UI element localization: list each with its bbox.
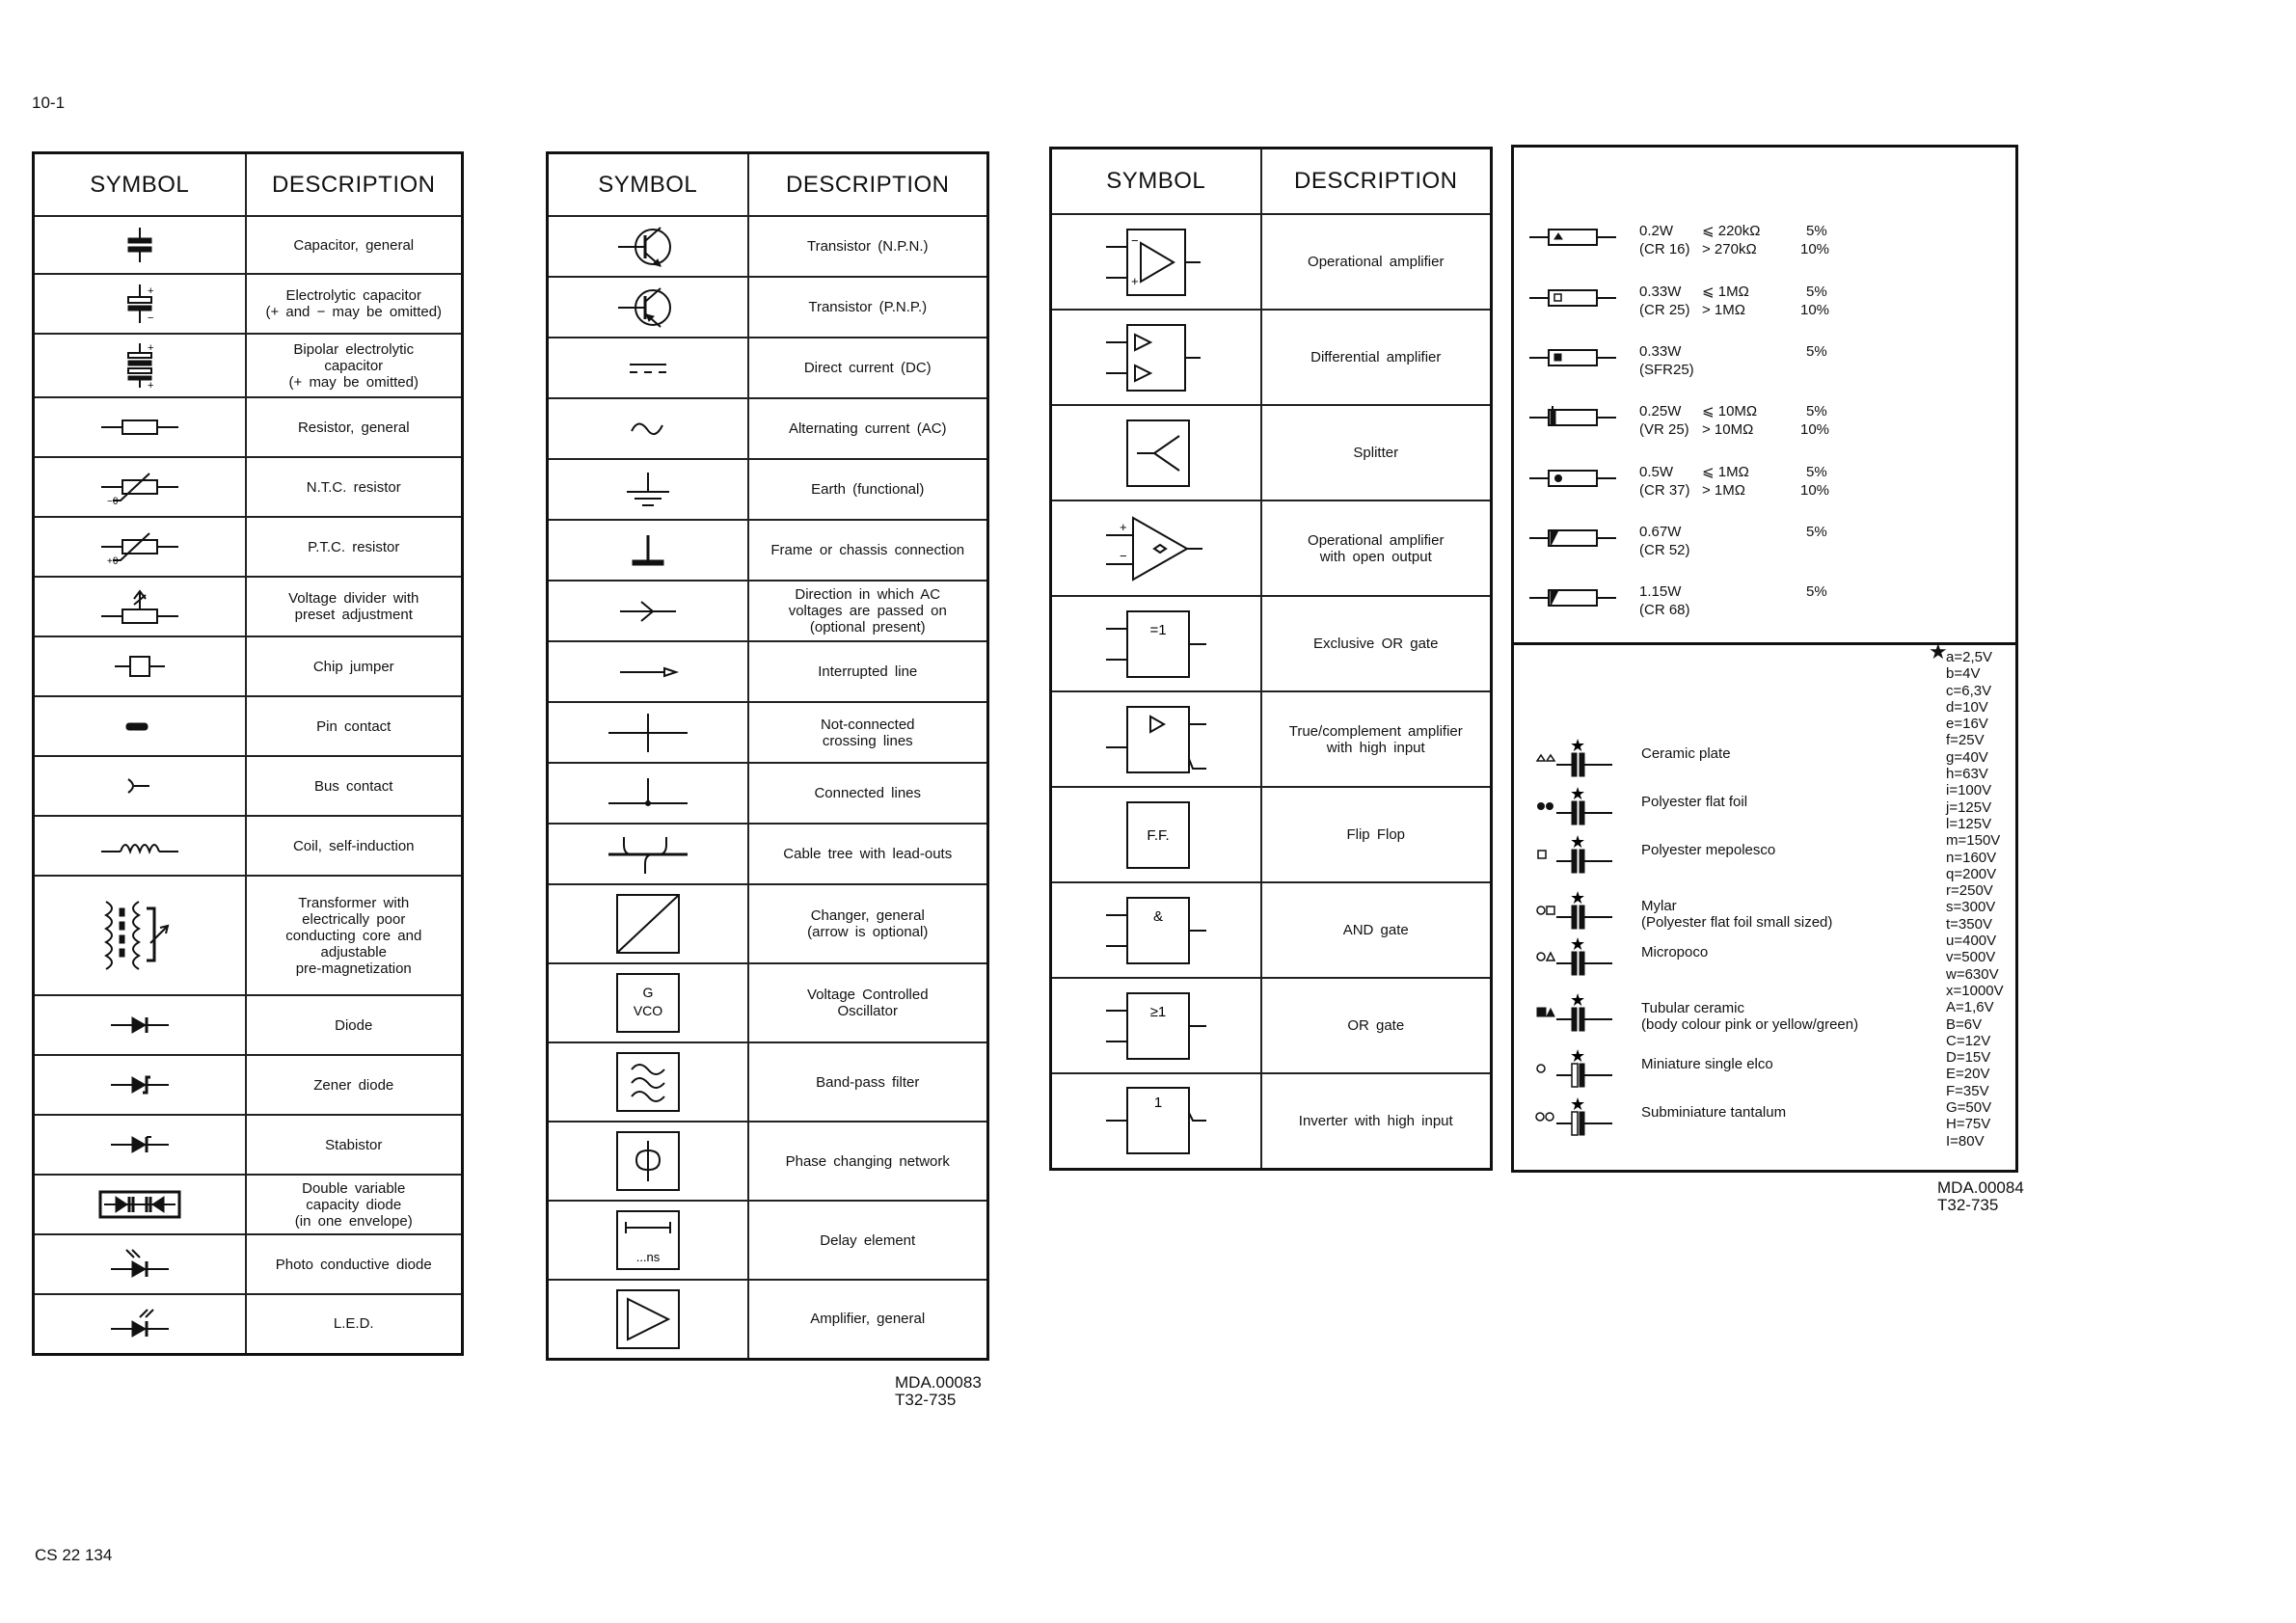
voltage-code: r=250V: [1946, 882, 1993, 900]
description-cell: Bus contact: [246, 756, 463, 816]
gate-label: =1: [1149, 621, 1167, 638]
resistor-row: [1514, 521, 1919, 559]
double-capacity-diode-icon: [96, 1189, 183, 1220]
description-cell: Coil, self-induction: [246, 816, 463, 876]
description-cell: Chip jumper: [246, 636, 463, 696]
type-code: (CR 37): [1639, 482, 1690, 499]
star-icon: ★: [1570, 736, 1586, 755]
op-amp-open-output-icon: [1098, 510, 1214, 587]
tolerance: 5%: [1806, 464, 1827, 480]
resistance-range: ⩽ 1MΩ: [1702, 464, 1749, 480]
description-cell: Transistor (N.P.N.): [748, 216, 988, 277]
op-amp-icon: [1098, 224, 1214, 301]
resistance-range: ⩽ 220kΩ: [1702, 223, 1761, 239]
splitter-icon: [1098, 415, 1214, 492]
or-gate-icon: [1098, 987, 1214, 1065]
svg-text:+: +: [147, 342, 154, 354]
resistor-icon: [101, 416, 178, 439]
symbol-table-logic: [1049, 147, 1493, 1171]
voltage-code: x=1000V: [1946, 982, 2004, 999]
capacitor-row: [1514, 786, 1919, 825]
capacitor-row: [1514, 1048, 1919, 1087]
capacitor-label: Miniature single elco: [1641, 1056, 1773, 1072]
description-cell: Frame or chassis connection: [748, 520, 988, 581]
description-cell: Direction in which AC voltages are passed on (optional present): [748, 581, 988, 641]
voltage-code: e=16V: [1946, 716, 1988, 733]
capacitor-row: [1514, 1096, 1919, 1135]
plus-input-label: +: [1130, 273, 1139, 288]
interrupted-line-icon: [614, 663, 682, 682]
description-cell: Electrolytic capacitor (+ and − may be omitted): [246, 274, 463, 334]
description-cell: Splitter: [1261, 405, 1492, 500]
crossing-lines-icon: [605, 712, 691, 754]
capacitor-label: Micropoco: [1641, 944, 1709, 960]
tolerance: 5%: [1806, 223, 1827, 239]
star-icon: ★: [1570, 1095, 1586, 1114]
tolerance: 5%: [1806, 524, 1827, 540]
description-cell: Amplifier, general: [748, 1280, 988, 1359]
miniature-elco-icon: [1529, 1046, 1635, 1091]
coil-icon: [101, 834, 178, 857]
description-cell: Voltage Controlled Oscillator: [748, 963, 988, 1042]
reference-right-2: T32-735: [1937, 1196, 1999, 1214]
description-cell: Operational amplifier: [1261, 214, 1492, 310]
description-cell: Operational amplifier with open output: [1261, 500, 1492, 596]
description-cell: Earth (functional): [748, 459, 988, 520]
capacitor-general-icon: [111, 226, 169, 264]
power-rating: 0.25W: [1639, 403, 1682, 419]
capacitor-label: Mylar (Polyester flat foil small sized): [1641, 898, 1833, 931]
symbol-header: SYMBOL: [1051, 149, 1261, 215]
voltage-code: u=400V: [1946, 933, 1997, 950]
resistor-icon: [1529, 465, 1616, 492]
inverter-icon: [1098, 1082, 1214, 1159]
description-cell: AND gate: [1261, 882, 1492, 978]
component-codes-panel: [1511, 145, 2018, 1173]
star-icon: ★: [1570, 888, 1586, 907]
description-cell: OR gate: [1261, 978, 1492, 1073]
page-number: 10-1: [32, 94, 66, 112]
power-rating: 0.67W: [1639, 524, 1682, 540]
voltage-code: w=630V: [1946, 965, 1999, 983]
type-code: (VR 25): [1639, 421, 1689, 438]
star-icon: ★: [1570, 1046, 1586, 1066]
svg-text:+: +: [147, 285, 154, 297]
led-icon: [111, 1308, 169, 1340]
tolerance: 5%: [1806, 583, 1827, 600]
gate-label: &: [1152, 907, 1163, 925]
resistor-row: [1514, 581, 1919, 619]
delay-label: ...ns: [635, 1250, 661, 1264]
description-cell: Voltage divider with preset adjustment: [246, 577, 463, 636]
voltage-code: j=125V: [1946, 798, 1992, 816]
changer-icon: [614, 892, 682, 956]
voltage-code: i=100V: [1946, 782, 1992, 799]
electrolytic-capacitor-icon: [111, 283, 169, 325]
resistance-range: > 10MΩ: [1702, 421, 1754, 438]
capacitor-label: Polyester mepolesco: [1641, 842, 1776, 858]
ntc-resistor-icon: [101, 468, 178, 506]
power-rating: 0.2W: [1639, 223, 1674, 239]
symbol-table-general: [546, 151, 989, 1361]
description-cell: Not-connected crossing lines: [748, 702, 988, 763]
resistor-icon: [1529, 224, 1616, 251]
tolerance: 10%: [1800, 302, 1830, 318]
resistance-range: > 270kΩ: [1702, 241, 1757, 257]
photo-diode-icon: [111, 1248, 169, 1281]
voltage-code: F=35V: [1946, 1082, 1989, 1099]
capacitor-row: [1514, 992, 1919, 1031]
xor-gate-icon: [1098, 606, 1214, 683]
pnp-transistor-icon: [614, 284, 682, 331]
voltage-code: H=75V: [1946, 1116, 1991, 1133]
description-cell: Alternating current (AC): [748, 398, 988, 459]
voltage-code: g=40V: [1946, 748, 1988, 766]
star-icon: ★: [1570, 784, 1586, 803]
resistor-icon: [1529, 404, 1616, 431]
type-code: (CR 16): [1639, 241, 1690, 257]
pin-contact-icon: [121, 717, 159, 736]
tubular-ceramic-icon: [1529, 990, 1635, 1035]
description-cell: Connected lines: [748, 763, 988, 824]
description-cell: Changer, general (arrow is optional): [748, 884, 988, 963]
true-complement-amp-icon: [1098, 701, 1214, 778]
voltage-code: C=12V: [1946, 1032, 1991, 1049]
tolerance: 10%: [1800, 482, 1830, 499]
tolerance: 10%: [1800, 421, 1830, 438]
voltage-code: v=500V: [1946, 949, 1996, 966]
voltage-code: q=200V: [1946, 865, 1997, 882]
description-cell: Exclusive OR gate: [1261, 596, 1492, 691]
minus-input-label: −: [1119, 548, 1127, 563]
reference-right-1: MDA.00084: [1937, 1178, 2024, 1197]
vco-icon: [614, 971, 682, 1035]
tolerance: 5%: [1806, 284, 1827, 300]
description-cell: Transformer with electrically poor conducting core and adjustable pre-magnetization: [246, 876, 463, 995]
description-cell: Delay element: [748, 1201, 988, 1280]
svg-text:−: −: [147, 312, 154, 324]
connected-lines-icon: [605, 774, 691, 813]
resistor-row: [1514, 340, 1919, 379]
voltage-code: s=300V: [1946, 899, 1996, 916]
description-cell: Transistor (P.N.P.): [748, 277, 988, 338]
voltage-code: E=20V: [1946, 1066, 1990, 1083]
svg-text:+θ: +θ: [106, 556, 119, 567]
bus-contact-icon: [121, 774, 159, 798]
gate-label: 1: [1153, 1095, 1162, 1112]
ptc-resistor-icon: [101, 527, 178, 566]
resistor-icon: [1529, 525, 1616, 552]
description-cell: Diode: [246, 995, 463, 1055]
plus-input-label: +: [1119, 519, 1127, 534]
zener-diode-icon: [111, 1073, 169, 1096]
description-cell: Interrupted line: [748, 641, 988, 702]
power-rating: 0.33W: [1639, 284, 1682, 300]
voltage-code: b=4V: [1946, 665, 1981, 683]
tolerance: 10%: [1800, 241, 1830, 257]
voltage-divider-icon: [101, 585, 178, 628]
cable-tree-icon: [605, 833, 691, 876]
npn-transistor-icon: [614, 224, 682, 270]
chassis-icon: [619, 531, 677, 570]
capacitor-label: Polyester flat foil: [1641, 794, 1748, 810]
resistor-icon: [1529, 344, 1616, 371]
flip-flop-icon: [1098, 797, 1214, 874]
differential-amplifier-icon: [1098, 319, 1214, 396]
symbol-table-passive: [32, 151, 464, 1356]
type-code: (CR 52): [1639, 542, 1690, 558]
description-cell: Bipolar electrolytic capacitor (+ may be omitted): [246, 334, 463, 397]
star-icon: ★: [1570, 934, 1586, 954]
polyester-flat-foil-icon: [1529, 784, 1635, 828]
delay-element-icon: [614, 1208, 682, 1272]
description-cell: Direct current (DC): [748, 338, 988, 398]
resistance-range: > 1MΩ: [1702, 482, 1745, 499]
voltage-code: A=1,6V: [1946, 999, 1994, 1016]
tolerance: 5%: [1806, 343, 1827, 360]
voltage-code: l=125V: [1946, 815, 1992, 832]
voltage-code: d=10V: [1946, 698, 1988, 716]
svg-text:−θ: −θ: [106, 497, 119, 507]
flip-flop-label: F.F.: [1147, 826, 1170, 844]
description-cell: Resistor, general: [246, 397, 463, 457]
power-rating: 1.15W: [1639, 583, 1682, 600]
ceramic-plate-icon: [1529, 736, 1635, 780]
description-cell: N.T.C. resistor: [246, 457, 463, 517]
power-rating: 0.5W: [1639, 464, 1674, 480]
capacitor-row: [1514, 834, 1919, 873]
amplifier-icon: [614, 1287, 682, 1351]
description-cell: Phase changing network: [748, 1122, 988, 1201]
voltage-code: I=80V: [1946, 1132, 1985, 1150]
description-cell: Double variable capacity diode (in one envelope): [246, 1175, 463, 1234]
resistor-row: [1514, 400, 1919, 439]
description-cell: Flip Flop: [1261, 787, 1492, 882]
description-header: DESCRIPTION: [748, 153, 988, 217]
star-icon: ★: [1570, 990, 1586, 1010]
voltage-code: c=6,3V: [1946, 682, 1992, 699]
resistance-range: ⩽ 1MΩ: [1702, 284, 1749, 300]
voltage-code: a=2,5V: [1946, 649, 1992, 665]
resistance-range: > 1MΩ: [1702, 302, 1745, 318]
description-cell: Photo conductive diode: [246, 1234, 463, 1294]
gate-label: ≥1: [1149, 1003, 1167, 1020]
reference-mid-1: MDA.00083: [895, 1373, 982, 1392]
phase-network-icon: [614, 1129, 682, 1193]
minus-input-label: −: [1130, 232, 1139, 248]
resistor-row: [1514, 220, 1919, 258]
type-code: (SFR25): [1639, 362, 1694, 378]
stabistor-icon: [111, 1133, 169, 1156]
diode-icon: [111, 1014, 169, 1037]
direction-arrow-icon: [614, 598, 682, 625]
star-icon: ★: [1929, 639, 1948, 663]
description-cell: Pin contact: [246, 696, 463, 756]
resistance-range: ⩽ 10MΩ: [1702, 403, 1758, 419]
band-pass-filter-icon: [614, 1050, 682, 1114]
subminiature-tantalum-icon: [1529, 1095, 1635, 1139]
bipolar-electrolytic-capacitor-icon: [111, 341, 169, 390]
description-cell: Differential amplifier: [1261, 310, 1492, 405]
transformer-icon: [96, 897, 183, 974]
earth-icon: [619, 471, 677, 509]
resistor-row: [1514, 461, 1919, 500]
description-cell: L.E.D.: [246, 1294, 463, 1354]
chip-jumper-icon: [111, 652, 169, 681]
vco-label: VCO: [633, 1003, 662, 1018]
tolerance: 5%: [1806, 403, 1827, 419]
voltage-code: G=50V: [1946, 1099, 1992, 1117]
voltage-code: t=350V: [1946, 915, 1992, 933]
dc-icon: [624, 359, 672, 378]
reference-mid-2: T32-735: [895, 1391, 957, 1409]
document-code: CS 22 134: [35, 1546, 113, 1564]
description-cell: Inverter with high input: [1261, 1073, 1492, 1169]
description-cell: Band-pass filter: [748, 1042, 988, 1122]
description-cell: Capacitor, general: [246, 216, 463, 274]
resistor-icon: [1529, 584, 1616, 611]
symbol-header: SYMBOL: [34, 153, 246, 217]
type-code: (CR 25): [1639, 302, 1690, 318]
resistor-icon: [1529, 284, 1616, 311]
resistor-row: [1514, 281, 1919, 319]
voltage-code: n=160V: [1946, 849, 1997, 866]
type-code: (CR 68): [1639, 602, 1690, 618]
voltage-code: f=25V: [1946, 732, 1985, 749]
description-cell: Cable tree with lead-outs: [748, 824, 988, 884]
power-rating: 0.33W: [1639, 343, 1682, 360]
symbol-header: SYMBOL: [548, 153, 748, 217]
micropoco-icon: [1529, 934, 1635, 979]
mylar-icon: [1529, 888, 1635, 933]
capacitor-row: [1514, 890, 1919, 929]
capacitor-row: [1514, 936, 1919, 975]
description-header: DESCRIPTION: [1261, 149, 1492, 215]
voltage-code: D=15V: [1946, 1049, 1991, 1067]
ac-icon: [624, 418, 672, 441]
star-icon: ★: [1570, 832, 1586, 852]
polyester-mepolesco-icon: [1529, 832, 1635, 877]
svg-text:+: +: [147, 380, 154, 392]
voltage-code: h=63V: [1946, 766, 1988, 783]
description-header: DESCRIPTION: [246, 153, 463, 217]
description-cell: P.T.C. resistor: [246, 517, 463, 577]
description-cell: True/complement amplifier with high input: [1261, 691, 1492, 787]
description-cell: Zener diode: [246, 1055, 463, 1115]
voltage-code: m=150V: [1946, 832, 2001, 850]
capacitor-label: Ceramic plate: [1641, 745, 1731, 762]
capacitor-label: Tubular ceramic (body colour pink or yellow/green): [1641, 1000, 1859, 1033]
capacitor-row: [1514, 738, 1919, 776]
capacitor-label: Subminiature tantalum: [1641, 1104, 1787, 1121]
voltage-code-list: [1929, 639, 2013, 1150]
voltage-code: B=6V: [1946, 1015, 1983, 1033]
and-gate-icon: [1098, 892, 1214, 969]
vco-label-g: G: [642, 985, 654, 1000]
description-cell: Stabistor: [246, 1115, 463, 1175]
